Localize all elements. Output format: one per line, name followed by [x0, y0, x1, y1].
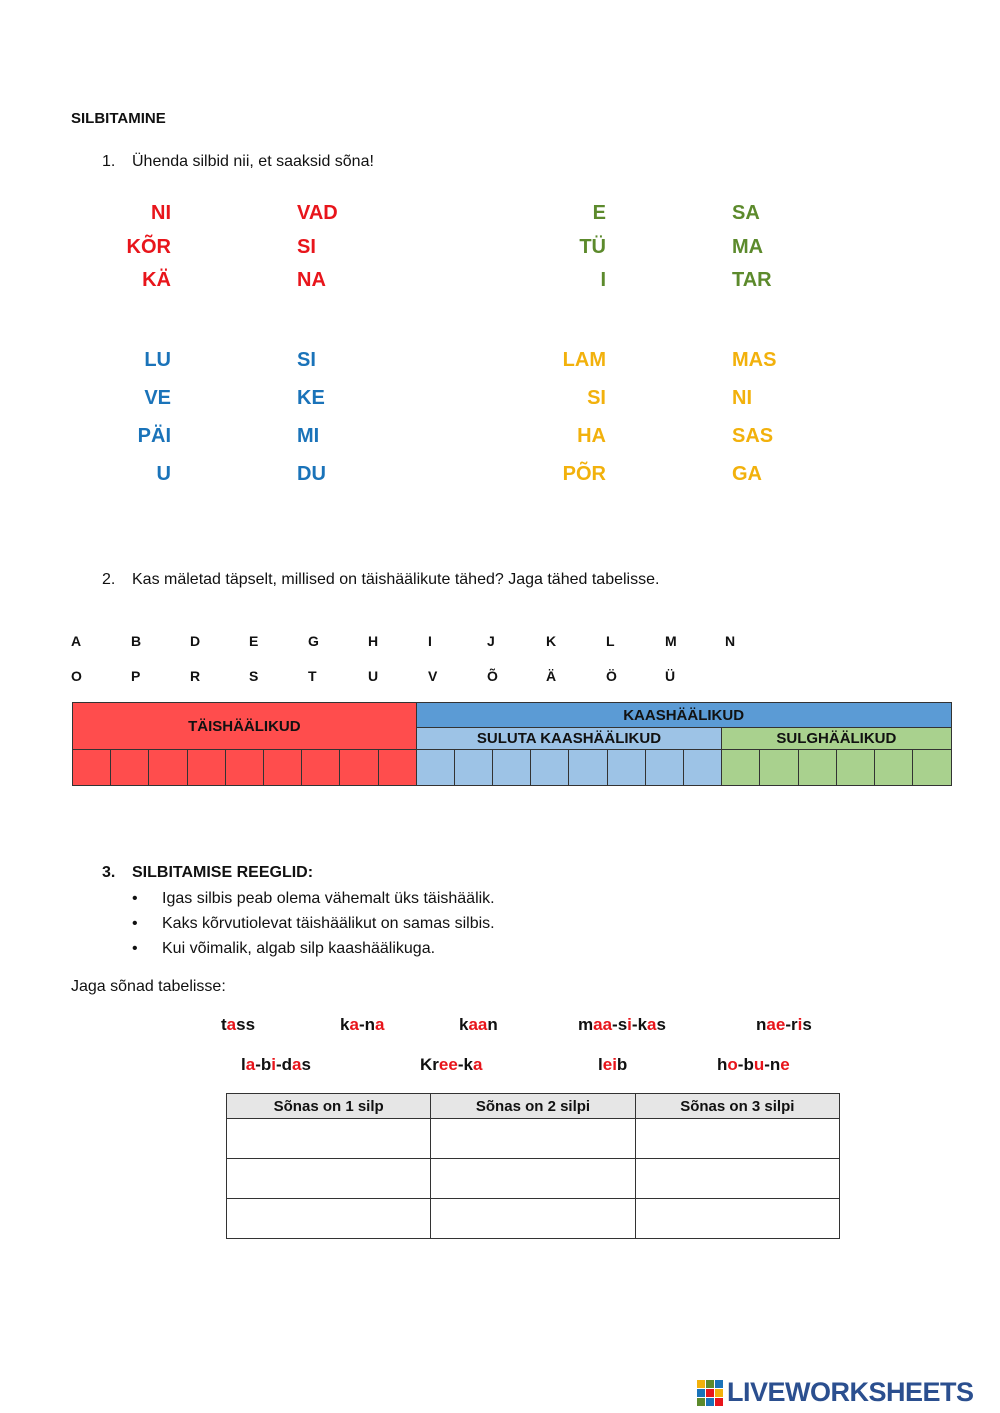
sonorants-header: SULUTA KAASHÄÄLIKUD — [416, 728, 722, 750]
question-number: 2. — [102, 571, 116, 588]
vowel-part: a — [226, 1015, 237, 1034]
letter[interactable]: Ö — [606, 668, 617, 684]
sonorant-drop-cell[interactable] — [569, 750, 607, 786]
syllable[interactable]: NI — [732, 387, 752, 409]
drop-cell[interactable] — [227, 1199, 431, 1239]
letter[interactable]: D — [190, 633, 201, 649]
question-text: Ühenda silbid nii, et saaksid sõna! — [132, 153, 374, 170]
word-maasikas[interactable] — [578, 1015, 666, 1035]
vowel-part: o — [727, 1055, 738, 1074]
letter[interactable]: S — [249, 668, 259, 684]
letters-table — [72, 702, 952, 786]
vowel-part: ei — [602, 1055, 617, 1074]
logo-blocks-icon — [697, 1380, 723, 1406]
vowel-drop-cell[interactable] — [340, 750, 378, 786]
sonorant-drop-cell[interactable] — [454, 750, 492, 786]
sonorant-drop-cell[interactable] — [645, 750, 683, 786]
letter[interactable]: R — [190, 668, 201, 684]
vowel-part: a — [349, 1015, 359, 1034]
stop-drop-cell[interactable] — [913, 750, 951, 786]
syllable[interactable]: MI — [297, 425, 320, 447]
letter[interactable]: E — [249, 633, 259, 649]
letter[interactable]: B — [131, 633, 142, 649]
vowel-part: aa — [468, 1015, 488, 1034]
rule-text: Kaks kõrvutiolevat täishäälikut on samas silbis. — [162, 915, 495, 932]
word-kaan[interactable] — [459, 1015, 498, 1035]
question-title: SILBITAMISE REEGLID: — [132, 864, 314, 881]
drop-cell[interactable] — [635, 1119, 839, 1159]
vowel-part: a — [292, 1055, 302, 1074]
consonant-part: t — [221, 1015, 227, 1034]
stop-drop-cell[interactable] — [798, 750, 836, 786]
vowel-part: a — [472, 1055, 483, 1074]
letter[interactable]: H — [368, 633, 379, 649]
instruction: Jaga sõnad tabelisse: — [71, 978, 226, 995]
syllable[interactable]: MAS — [732, 349, 777, 371]
vowel-part: u — [753, 1055, 765, 1074]
syllable[interactable]: MA — [732, 236, 764, 258]
word-hobune[interactable] — [717, 1055, 790, 1075]
consonant-part: n — [756, 1015, 767, 1034]
syllable[interactable]: KÄ — [142, 269, 171, 291]
drop-cell[interactable] — [431, 1159, 635, 1199]
vowel-part: ee — [438, 1055, 458, 1074]
letter[interactable]: Ä — [546, 668, 557, 684]
consonant-part: -s — [612, 1015, 628, 1034]
vowel-drop-cell[interactable] — [225, 750, 263, 786]
vowel-part: aa — [593, 1015, 613, 1034]
drop-cell[interactable] — [431, 1199, 635, 1239]
consonant-part: ss — [236, 1015, 256, 1034]
consonant-part: k — [459, 1015, 469, 1034]
syllable[interactable]: I — [600, 269, 606, 291]
syllable[interactable]: SI — [587, 387, 606, 409]
consonant-part: l — [598, 1055, 603, 1074]
consonant-part: -k — [631, 1015, 648, 1034]
drop-cell[interactable] — [635, 1199, 839, 1239]
consonant-part: -d — [275, 1055, 293, 1074]
vowel-part: a — [647, 1015, 657, 1034]
syllable[interactable]: U — [156, 463, 171, 485]
column-header: Sõnas on 3 silpi — [635, 1094, 839, 1119]
consonant-part: b — [616, 1055, 628, 1074]
vowel-part: a — [245, 1055, 256, 1074]
rule-text: Igas silbis peab olema vähemalt üks täishäälik. — [162, 890, 495, 907]
syllable[interactable]: GA — [732, 463, 762, 485]
syllable[interactable]: PÕR — [562, 463, 606, 485]
syllable[interactable]: TÜ — [579, 236, 606, 258]
syllable[interactable]: NI — [151, 202, 171, 224]
syllable-table — [226, 1093, 840, 1239]
letter[interactable]: N — [725, 633, 736, 649]
letter[interactable]: T — [308, 668, 317, 684]
vowel-part: i — [627, 1015, 632, 1034]
vowel-drop-cell[interactable] — [263, 750, 301, 786]
bullet: • — [132, 915, 138, 932]
bullet: • — [132, 890, 138, 907]
sonorant-drop-cell[interactable] — [493, 750, 531, 786]
rule-text: Kui võimalik, algab silp kaashäälikuga. — [162, 940, 436, 957]
letter[interactable]: P — [131, 668, 141, 684]
drop-cell[interactable] — [431, 1119, 635, 1159]
column-header: Sõnas on 2 silpi — [431, 1094, 635, 1119]
sonorant-drop-cell[interactable] — [531, 750, 569, 786]
consonants-header: KAASHÄÄLIKUD — [416, 703, 951, 728]
consonant-part: -b — [255, 1055, 272, 1074]
logo-text: LIVEWORKSHEETS — [727, 1377, 974, 1407]
stop-drop-cell[interactable] — [722, 750, 760, 786]
syllable[interactable]: VE — [144, 387, 171, 409]
drop-cell[interactable] — [635, 1159, 839, 1199]
stop-drop-cell[interactable] — [760, 750, 798, 786]
syllable[interactable]: LU — [144, 349, 171, 371]
vowel-drop-cell[interactable] — [302, 750, 340, 786]
consonant-part: -k — [457, 1055, 473, 1074]
vowel-part: i — [271, 1055, 276, 1074]
vowel-drop-cell[interactable] — [111, 750, 149, 786]
letter[interactable]: Õ — [487, 668, 498, 684]
question-number: 3. — [102, 864, 116, 881]
letter[interactable]: I — [428, 633, 432, 649]
letter[interactable]: G — [308, 633, 319, 649]
stop-drop-cell[interactable] — [836, 750, 874, 786]
drop-cell[interactable] — [227, 1159, 431, 1199]
word-kana[interactable] — [340, 1015, 384, 1035]
consonant-part: n — [487, 1015, 498, 1034]
bullet: • — [132, 940, 138, 957]
vowel-drop-cell[interactable] — [73, 750, 111, 786]
word-labidas[interactable] — [241, 1055, 311, 1075]
consonant-part: -b — [737, 1055, 754, 1074]
sonorant-drop-cell[interactable] — [416, 750, 454, 786]
syllable[interactable]: HA — [577, 425, 606, 447]
syllable[interactable]: KE — [297, 387, 325, 409]
vowel-drop-cell[interactable] — [187, 750, 225, 786]
consonant-part: -r — [785, 1015, 798, 1034]
page-title: SILBITAMINE — [71, 110, 166, 127]
vowel-part: ae — [766, 1015, 786, 1034]
syllable[interactable]: KÕR — [126, 236, 171, 258]
liveworksheets-logo — [697, 1377, 974, 1407]
sonorant-drop-cell[interactable] — [607, 750, 645, 786]
drop-cell[interactable] — [227, 1119, 431, 1159]
vowel-drop-cell[interactable] — [149, 750, 187, 786]
stop-drop-cell[interactable] — [874, 750, 912, 786]
syllable[interactable]: VAD — [297, 202, 338, 224]
letter[interactable]: O — [71, 668, 82, 684]
consonant-part: k — [340, 1015, 350, 1034]
letter[interactable]: A — [71, 633, 82, 649]
letter[interactable]: J — [487, 633, 495, 649]
word-kreeka[interactable] — [420, 1055, 482, 1075]
letter[interactable]: Ü — [665, 668, 676, 684]
syllable[interactable]: SI — [297, 236, 316, 258]
vowel-part: i — [797, 1015, 803, 1034]
sonorant-drop-cell[interactable] — [684, 750, 722, 786]
vowel-part: a — [374, 1015, 385, 1034]
syllable[interactable]: E — [592, 202, 606, 224]
consonant-part: Kr — [420, 1055, 439, 1074]
consonant-part: -n — [358, 1015, 375, 1034]
consonant-part: h — [717, 1055, 728, 1074]
consonant-part: s — [802, 1015, 812, 1034]
question-text: Kas mäletad täpselt, millised on täishäälikute tähed? Jaga tähed tabelisse. — [132, 571, 660, 588]
letter[interactable]: V — [428, 668, 438, 684]
consonant-part: s — [301, 1055, 311, 1074]
word-naeris[interactable] — [756, 1015, 812, 1035]
consonant-part: -n — [764, 1055, 781, 1074]
letter[interactable]: K — [546, 633, 557, 649]
word-leib[interactable] — [598, 1055, 627, 1075]
letter[interactable]: L — [606, 633, 615, 649]
letter[interactable]: M — [665, 633, 677, 649]
question-number: 1. — [102, 153, 116, 170]
syllable[interactable]: PÄI — [137, 425, 171, 447]
syllable[interactable]: NA — [297, 269, 326, 291]
vowel-drop-cell[interactable] — [378, 750, 416, 786]
syllable[interactable]: TAR — [732, 269, 772, 291]
consonant-part: l — [241, 1055, 246, 1074]
vowels-header: TÄISHÄÄLIKUD — [73, 703, 417, 750]
word-tass[interactable] — [221, 1015, 255, 1035]
syllable[interactable]: SI — [297, 349, 316, 371]
vowel-part: e — [780, 1055, 790, 1074]
syllable[interactable]: SA — [732, 202, 760, 224]
syllable[interactable]: LAM — [562, 349, 606, 371]
consonant-part: m — [578, 1015, 594, 1034]
syllable[interactable]: SAS — [732, 425, 774, 447]
column-header: Sõnas on 1 silp — [227, 1094, 431, 1119]
consonant-part: s — [656, 1015, 666, 1034]
syllable[interactable]: DU — [297, 463, 326, 485]
stops-header: SULGHÄÄLIKUD — [722, 728, 951, 750]
letter[interactable]: U — [368, 668, 379, 684]
